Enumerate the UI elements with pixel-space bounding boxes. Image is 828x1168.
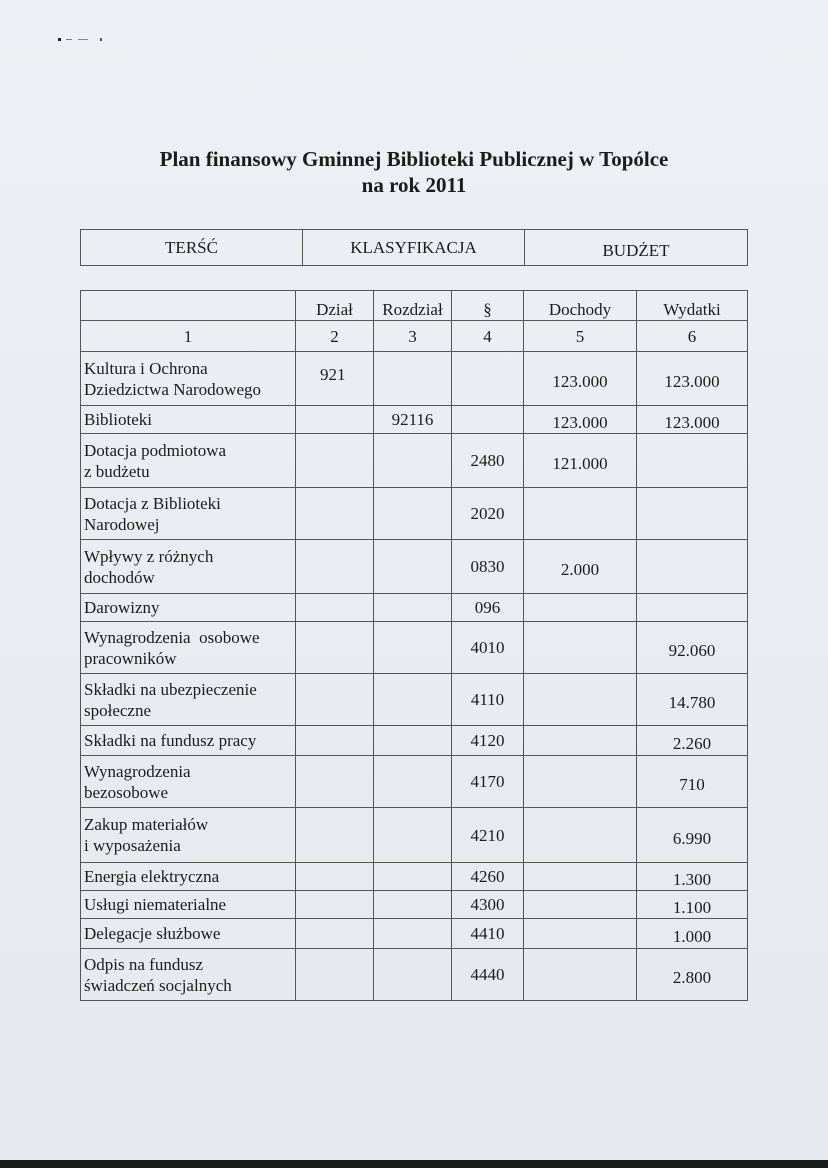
column-header-row <box>81 291 748 321</box>
row-paragraph-cell: 4410 <box>452 919 524 949</box>
column-header-wydatki: Wydatki <box>637 291 748 321</box>
row-paragraph-cell: 2020 <box>452 488 524 540</box>
row-wydatki-cell <box>637 434 748 488</box>
row-dzial-cell <box>296 756 374 808</box>
row-paragraph-cell <box>452 406 524 434</box>
row-name-cell <box>81 674 296 726</box>
row-dzial-cell <box>296 891 374 919</box>
table-row <box>81 949 748 1001</box>
row-name-line2: Narodowej <box>84 514 160 534</box>
row-name-line2: bezosobowe <box>84 782 169 802</box>
row-name-cell <box>81 808 296 863</box>
row-dochody-cell <box>524 863 637 891</box>
row-dochody-cell <box>524 808 637 863</box>
row-name-line2: świadczeń socjalnych <box>84 975 232 995</box>
table-row <box>81 756 748 808</box>
table-row <box>81 406 748 434</box>
column-header-rozdzial: Rozdział <box>374 291 452 321</box>
row-rozdzial-cell <box>374 919 452 949</box>
row-wydatki-cell: 1.300 <box>637 863 748 891</box>
row-rozdzial-cell <box>374 863 452 891</box>
column-number: 4 <box>452 321 524 352</box>
row-wydatki-cell: 123.000 <box>637 352 748 406</box>
row-name-cell <box>81 434 296 488</box>
row-wydatki-cell: 2.260 <box>637 726 748 756</box>
table-row <box>81 808 748 863</box>
row-dochody-cell <box>524 594 637 622</box>
section-header-budzet: BUDŻET <box>525 230 748 266</box>
table-row <box>81 540 748 594</box>
scan-bottom-edge <box>0 1160 828 1168</box>
row-dochody-cell: 2.000 <box>524 540 637 594</box>
row-rozdzial-cell: 92116 <box>374 406 452 434</box>
row-name-line1: Delegacje służbowe <box>84 924 221 943</box>
row-wydatki-cell <box>637 594 748 622</box>
table-row <box>81 594 748 622</box>
row-paragraph-cell: 4210 <box>452 808 524 863</box>
row-paragraph-cell: 4170 <box>452 756 524 808</box>
row-wydatki-cell: 1.100 <box>637 891 748 919</box>
row-paragraph-cell: 4010 <box>452 622 524 674</box>
table-row <box>81 674 748 726</box>
column-header-dzial: Dział <box>296 291 374 321</box>
table-row <box>81 891 748 919</box>
row-name-line1: Zakup materiałów <box>84 815 209 834</box>
row-name-line2: z budżetu <box>84 461 150 481</box>
row-rozdzial-cell <box>374 726 452 756</box>
row-name-cell <box>81 949 296 1001</box>
budget-table <box>80 290 748 1001</box>
row-rozdzial-cell <box>374 808 452 863</box>
row-name-line1: Dotacja podmiotowa <box>84 440 227 460</box>
row-dzial-cell <box>296 540 374 594</box>
row-dzial-cell: 921 <box>296 352 374 406</box>
row-paragraph-cell: 4440 <box>452 949 524 1001</box>
row-dochody-cell: 123.000 <box>524 352 637 406</box>
row-name-cell <box>81 488 296 540</box>
row-dzial-cell <box>296 622 374 674</box>
row-dochody-cell <box>524 726 637 756</box>
row-name-cell <box>81 352 296 406</box>
row-dochody-cell <box>524 949 637 1001</box>
row-name-line1: Składki na fundusz pracy <box>84 731 257 750</box>
row-name-cell <box>81 756 296 808</box>
column-number-row <box>81 321 748 352</box>
row-name-cell <box>81 726 296 756</box>
row-dochody-cell <box>524 488 637 540</box>
column-header-dochody: Dochody <box>524 291 637 321</box>
row-dochody-cell: 123.000 <box>524 406 637 434</box>
row-wydatki-cell: 6.990 <box>637 808 748 863</box>
row-wydatki-cell: 1.000 <box>637 919 748 949</box>
row-rozdzial-cell <box>374 540 452 594</box>
document-title: Plan finansowy Gminnej Biblioteki Publicznej w Topólce <box>159 147 669 171</box>
row-dzial-cell <box>296 808 374 863</box>
row-name-line2: pracowników <box>84 648 177 668</box>
row-dzial-cell <box>296 406 374 434</box>
row-wydatki-cell: 710 <box>637 756 748 808</box>
row-dochody-cell <box>524 756 637 808</box>
table-row <box>81 863 748 891</box>
row-name-line2: społeczne <box>84 700 152 720</box>
row-rozdzial-cell <box>374 434 452 488</box>
section-header-tersc: TERŚĆ <box>81 230 303 266</box>
row-paragraph-cell: 4110 <box>452 674 524 726</box>
row-dochody-cell <box>524 891 637 919</box>
column-number: 2 <box>296 321 374 352</box>
table-row <box>81 352 748 406</box>
row-name-line1: Dotacja z Biblioteki <box>84 493 221 513</box>
row-dochody-cell: 121.000 <box>524 434 637 488</box>
row-wydatki-cell <box>637 540 748 594</box>
row-wydatki-cell: 14.780 <box>637 674 748 726</box>
scan-artifact-mark <box>58 36 106 42</box>
row-name-line1: Usługi niematerialne <box>84 895 227 914</box>
table-row <box>81 919 748 949</box>
row-rozdzial-cell <box>374 622 452 674</box>
row-rozdzial-cell <box>374 949 452 1001</box>
row-paragraph-cell: 2480 <box>452 434 524 488</box>
row-dzial-cell <box>296 863 374 891</box>
row-wydatki-cell: 92.060 <box>637 622 748 674</box>
row-rozdzial-cell <box>374 594 452 622</box>
row-paragraph-cell: 0830 <box>452 540 524 594</box>
row-name-line1: Energia elektryczna <box>84 867 220 886</box>
section-header-table <box>80 229 748 266</box>
row-rozdzial-cell <box>374 352 452 406</box>
column-header-paragraph: § <box>452 291 524 321</box>
row-rozdzial-cell <box>374 891 452 919</box>
row-paragraph-cell: 4300 <box>452 891 524 919</box>
column-number: 6 <box>637 321 748 352</box>
row-name-cell <box>81 919 296 949</box>
row-paragraph-cell: 096 <box>452 594 524 622</box>
row-name-cell <box>81 594 296 622</box>
column-number: 3 <box>374 321 452 352</box>
row-name-line1: Wynagrodzenia <box>84 761 191 781</box>
row-wydatki-cell: 123.000 <box>637 406 748 434</box>
row-name-cell <box>81 863 296 891</box>
table-row <box>81 434 748 488</box>
row-name-line1: Kultura i Ochrona <box>84 358 208 378</box>
row-dzial-cell <box>296 674 374 726</box>
table-row <box>81 726 748 756</box>
row-paragraph-cell: 4260 <box>452 863 524 891</box>
row-rozdzial-cell <box>374 674 452 726</box>
column-header-name <box>81 291 296 321</box>
row-dzial-cell <box>296 488 374 540</box>
section-header-klasyfikacja: KLASYFIKACJA <box>303 230 525 266</box>
row-dzial-cell <box>296 919 374 949</box>
row-name-line1: Składki na ubezpieczenie <box>84 679 257 699</box>
row-rozdzial-cell <box>374 488 452 540</box>
table-row <box>81 488 748 540</box>
row-dochody-cell <box>524 919 637 949</box>
row-dzial-cell <box>296 949 374 1001</box>
row-dzial-cell <box>296 594 374 622</box>
document-subtitle: na rok 2011 <box>361 173 467 197</box>
row-rozdzial-cell <box>374 756 452 808</box>
row-dzial-cell <box>296 726 374 756</box>
row-name-line1: Wynagrodzenia osobowe <box>84 627 260 647</box>
row-name-line1: Darowizny <box>84 598 160 617</box>
row-name-line2: Dziedzictwa Narodowego <box>84 379 262 399</box>
row-paragraph-cell <box>452 352 524 406</box>
column-number: 5 <box>524 321 637 352</box>
row-wydatki-cell: 2.800 <box>637 949 748 1001</box>
row-name-line1: Wpływy z różnych <box>84 546 214 566</box>
row-dzial-cell <box>296 434 374 488</box>
row-name-line2: i wyposażenia <box>84 836 181 855</box>
row-dochody-cell <box>524 674 637 726</box>
row-name-cell <box>81 891 296 919</box>
row-name-line1: Biblioteki <box>84 410 152 429</box>
row-name-line1: Odpis na fundusz <box>84 954 203 974</box>
table-row <box>81 622 748 674</box>
column-number: 1 <box>81 321 296 352</box>
row-name-cell <box>81 622 296 674</box>
row-paragraph-cell: 4120 <box>452 726 524 756</box>
row-dochody-cell <box>524 622 637 674</box>
row-name-cell <box>81 406 296 434</box>
row-name-cell <box>81 540 296 594</box>
row-wydatki-cell <box>637 488 748 540</box>
row-name-line2: dochodów <box>84 567 155 587</box>
